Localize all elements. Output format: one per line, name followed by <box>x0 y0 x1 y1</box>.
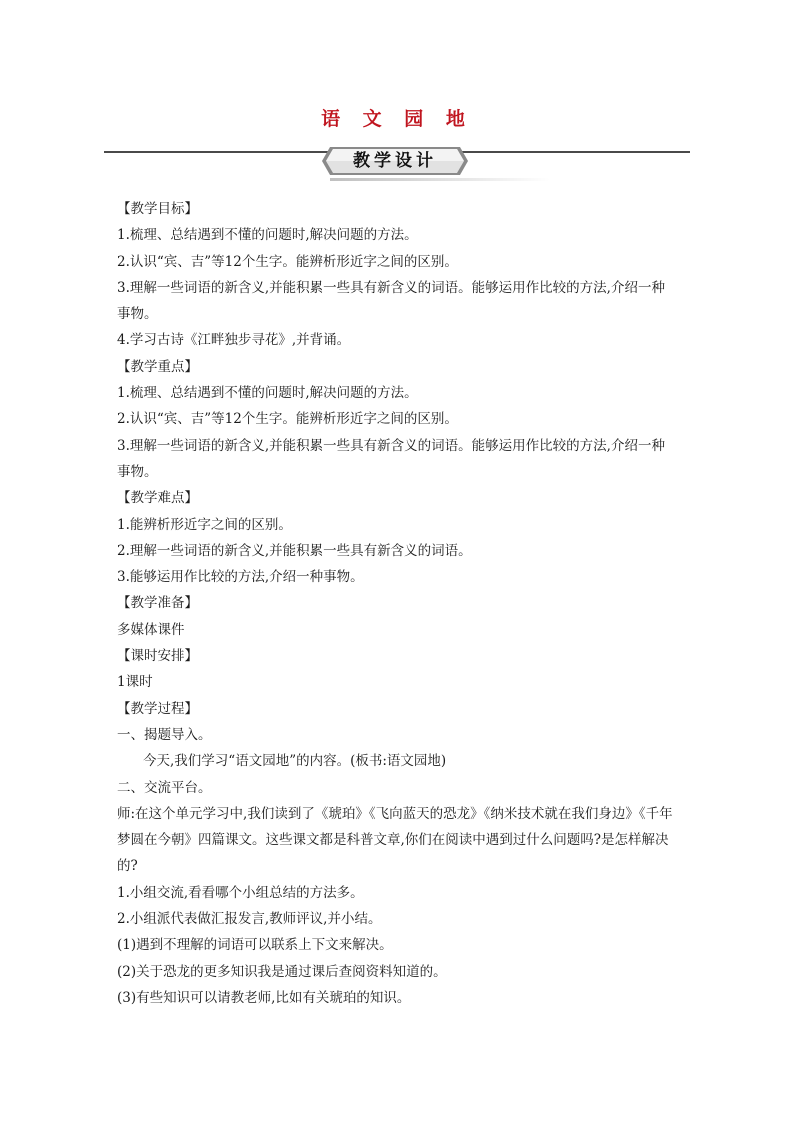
schedule-text: 1课时 <box>117 674 153 691</box>
section-heading-schedule: 【课时安排】 <box>117 648 198 665</box>
process-step-heading: 一、揭题导入。 <box>117 726 212 743</box>
process-item: 2.小组派代表做汇报发言,教师评议,并小结。 <box>117 911 382 928</box>
prep-text: 多媒体课件 <box>117 621 185 638</box>
section-banner <box>322 146 468 176</box>
page-title: 语 文 园 地 <box>321 108 473 130</box>
section-heading-prep: 【教学准备】 <box>117 595 198 612</box>
difficulty-item: 1.能辨析形近字之间的区别。 <box>117 516 292 533</box>
banner-shadow <box>330 178 550 181</box>
focus-item: 3.理解一些词语的新含义,并能积累一些具有新含义的词语。能够运用作比较的方法,介绍一种事物。 <box>117 437 665 480</box>
process-step-text: 今天,我们学习“语文园地”的内容。(板书:语文园地) <box>143 753 447 770</box>
focus-item: 1.梳理、总结遇到不懂的问题时,解决问题的方法。 <box>117 385 418 402</box>
banner-label: 教学设计 <box>353 151 437 171</box>
document-body <box>117 196 677 1011</box>
section-heading-process: 【教学过程】 <box>117 700 198 717</box>
section-heading-goals: 【教学目标】 <box>117 201 198 217</box>
process-item: (1)遇到不理解的词语可以联系上下文来解决。 <box>117 937 393 954</box>
focus-item: 2.认识“宾、吉”等12个生字。能辨析形近字之间的区别。 <box>117 411 458 428</box>
goal-item: 4.学习古诗《江畔独步寻花》,并背诵。 <box>117 332 351 349</box>
process-step-text: 师:在这个单元学习中,我们读到了《琥珀》《飞向蓝天的恐龙》《纳米技术就在我们身边》《千年梦圆在今朝》四篇课文。这些课文都是科普文章,你们在阅读中遇到过什么问题吗?是怎样解决的? <box>117 805 673 875</box>
goal-item: 2.认识“宾、吉”等12个生字。能辨析形近字之间的区别。 <box>117 253 458 270</box>
section-heading-difficulty: 【教学难点】 <box>117 490 198 507</box>
process-item: (2)关于恐龙的更多知识我是通过课后查阅资料知道的。 <box>117 963 447 980</box>
process-item: 1.小组交流,看看哪个小组总结的方法多。 <box>117 884 364 901</box>
process-step-heading: 二、交流平台。 <box>117 779 212 796</box>
goal-item: 3.理解一些词语的新含义,并能积累一些具有新含义的词语。能够运用作比较的方法,介绍一种事物。 <box>117 279 665 323</box>
difficulty-item: 3.能够运用作比较的方法,介绍一种事物。 <box>117 569 364 586</box>
process-item: (3)有些知识可以请教老师,比如有关琥珀的知识。 <box>117 989 411 1006</box>
goal-item: 1.梳理、总结遇到不懂的问题时,解决问题的方法。 <box>117 227 418 244</box>
section-heading-focus: 【教学重点】 <box>117 358 198 375</box>
difficulty-item: 2.理解一些词语的新含义,并能积累一些具有新含义的词语。 <box>117 542 472 559</box>
